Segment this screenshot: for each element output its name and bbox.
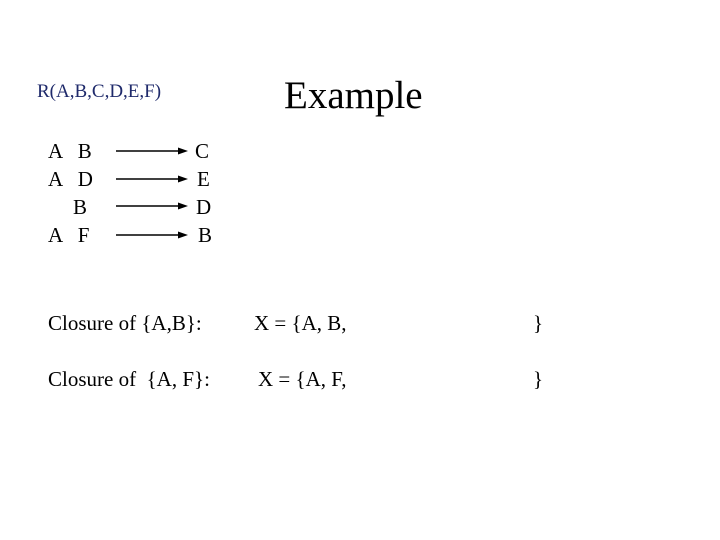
arrow-icon: [116, 201, 188, 211]
arrow-icon: [116, 230, 188, 240]
relation-schema: R(A,B,C,D,E,F): [37, 81, 162, 102]
fd-rhs: C: [195, 139, 210, 163]
fd-lhs: A D: [48, 167, 93, 191]
fd-rhs: B: [198, 223, 213, 247]
fd-rhs: E: [197, 167, 210, 191]
closure-value: X = {A, B,: [254, 311, 347, 335]
closure-close-brace: }: [533, 367, 544, 391]
fd-lhs: A B: [48, 139, 92, 163]
slide-title: Example: [284, 74, 423, 117]
fd-lhs: B: [73, 195, 88, 219]
closure-label: Closure of {A,B}:: [48, 311, 202, 335]
arrow-icon: [116, 146, 188, 156]
closure-close-brace: }: [533, 311, 544, 335]
closure-label: Closure of {A, F}:: [48, 367, 210, 391]
closure-value: X = {A, F,: [258, 367, 347, 391]
fd-rhs: D: [196, 195, 212, 219]
arrow-icon: [116, 174, 188, 184]
fd-lhs: A F: [48, 223, 90, 247]
